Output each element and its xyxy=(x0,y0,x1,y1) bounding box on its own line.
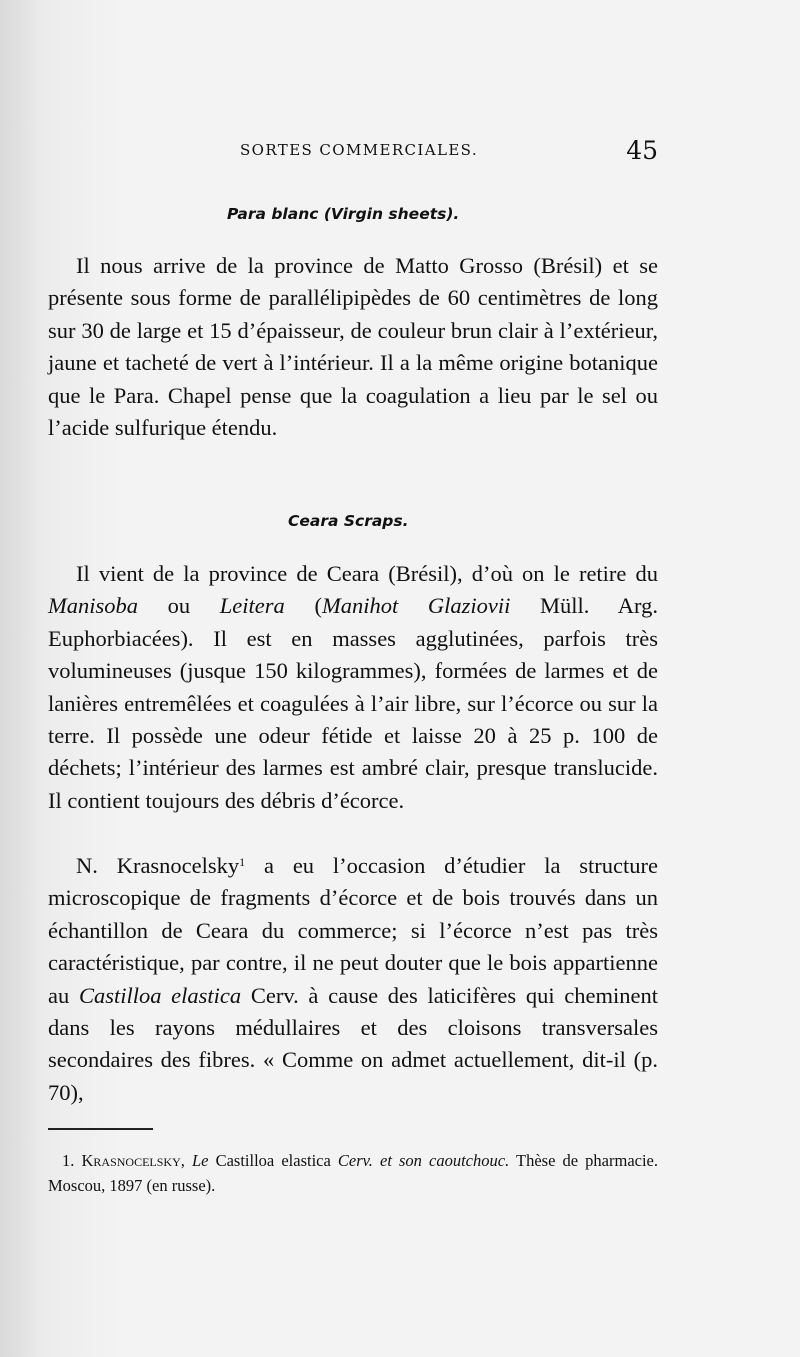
paragraph-para-blanc: Il nous arrive de la province de Matto Grosso (Brésil) et se présente sous forme de parallélipipèdes de 60 centimètres de long sur 30 de large et 15 d’épaisseur, de couleur brun clair à l’extérieur, jaune et tacheté de vert à l’intérieur. Il a la même origine botanique que le Para. Chapel pense que la coagulation a lieu par le sel ou l’acide sulfurique étendu. xyxy=(48,253,658,441)
text-run: ou xyxy=(138,593,220,619)
text-run: N. Krasnocelsky xyxy=(76,853,240,878)
paragraph-krasnocelsky xyxy=(48,846,658,1109)
footnote-text-run: Castilloa elastica xyxy=(208,1151,338,1170)
italic-leitera: Leitera xyxy=(219,593,285,619)
footnote-number: 1. xyxy=(62,1151,75,1170)
text-run: a eu l’occasion d’étudier la structure microscopique de fragments d’écorce et de bois trouvés dans un échantillon de Ceara du commerce; si l’écorce n’est pas très caractéristique, par contre, il ne peut douter que le bois appartienne au xyxy=(48,853,658,1008)
paragraph-ceara-origin xyxy=(48,558,658,817)
page-number: 45 xyxy=(626,136,658,165)
italic-castilloa: Castilloa elastica xyxy=(78,982,242,1008)
footnote-marker: 1 xyxy=(239,855,246,869)
footnote-italic-le: Le xyxy=(184,1151,209,1170)
text-run: ( xyxy=(284,593,322,619)
footnote-text-run: Thèse de pharmacie. Moscou, 1897 (en russe). xyxy=(48,1151,659,1195)
text-run: Cerv. à cause des laticifères qui cheminent dans les rayons médullaires et des cloisons transversales secondaires des fibres. « Comme on admet actuellement, dit-il (p. 70), xyxy=(48,982,658,1105)
footnote xyxy=(48,1148,658,1198)
footnote-italic-title: Cerv. et son caoutchouc. xyxy=(337,1151,510,1170)
section-heading-ceara-scraps: Ceara Scraps. xyxy=(288,512,409,530)
section-heading-para-blanc: Para blanc (Virgin sheets). xyxy=(227,205,460,223)
footnote-author: Krasnocelsky, xyxy=(81,1151,185,1170)
italic-manihot: Manihot Glaziovii xyxy=(321,593,511,619)
italic-manisoba: Manisoba xyxy=(48,593,138,619)
running-head: SORTES COMMERCIALES. xyxy=(240,141,478,159)
text-run: Il vient de la province de Ceara (Brésil), d’où on le retire du xyxy=(76,561,658,586)
text-run: Müll. Arg. Euphorbiacées). Il est en masses agglutinées, parfois très volumineuses (jusque 150 kilogrammes), formées de larmes et de lanières entremêlées et coagulées à l’air libre, sur l’écorce ou sur la terre. Il possède une odeur fétide et laisse 20 à 25 p. 100 de déchets; l’intérieur des larmes est ambré clair, presque translucide. Il contient toujours des débris d’écorce. xyxy=(48,593,658,813)
page-header xyxy=(48,136,658,172)
footnote-divider xyxy=(48,1128,153,1130)
